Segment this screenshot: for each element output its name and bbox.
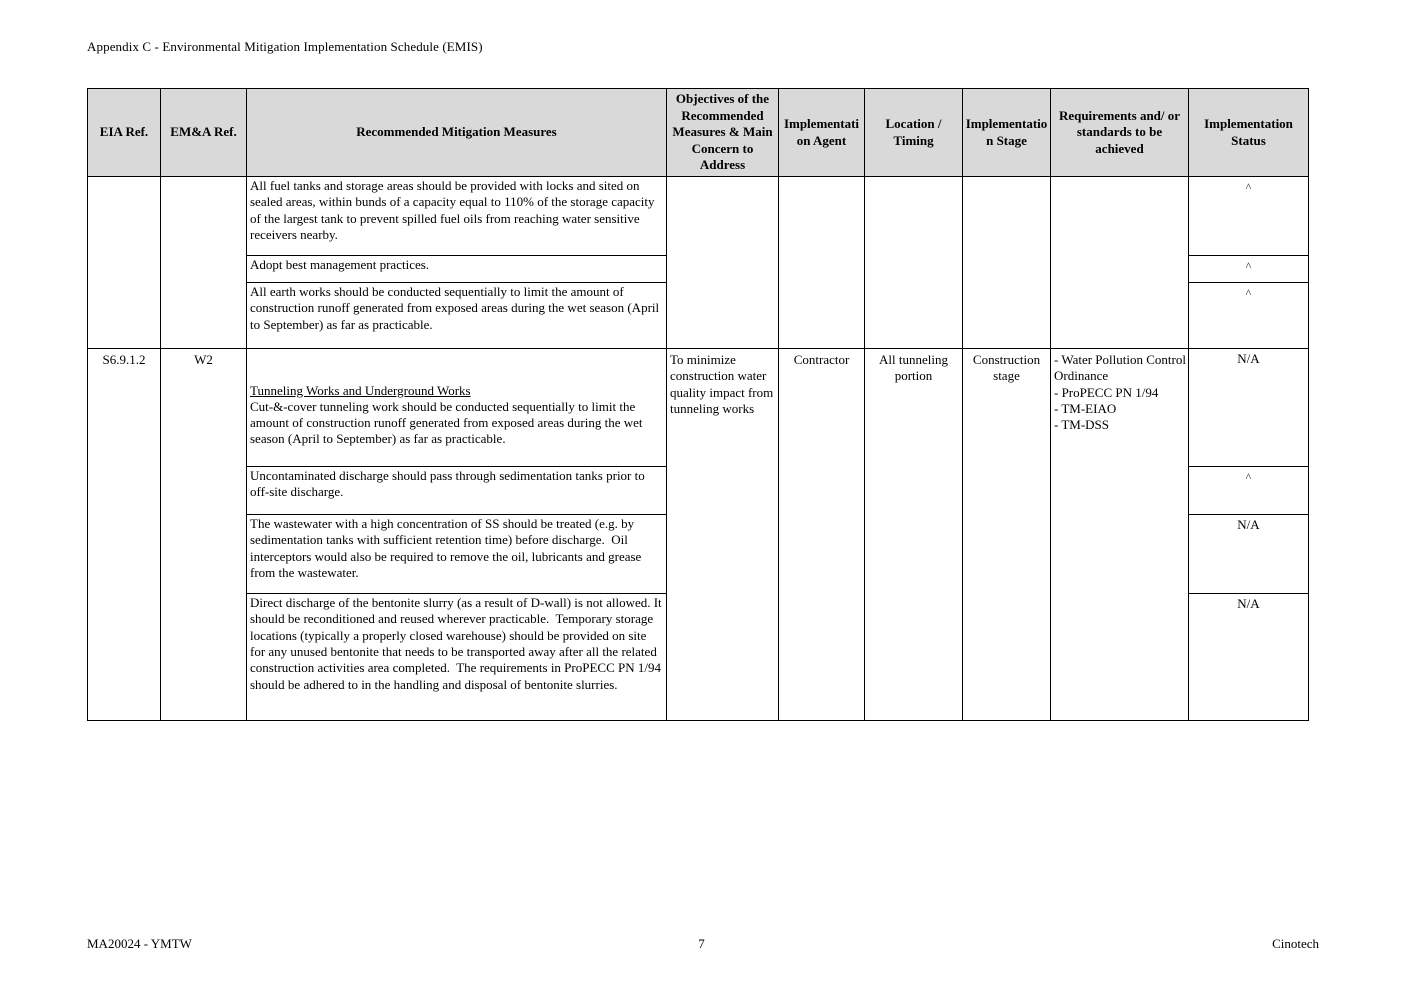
cell-eia-ref [88,177,161,349]
cell-implementation-agent: Contractor [779,349,865,721]
cell-implementation-stage [963,177,1051,349]
emis-table [87,88,1309,721]
cell-status: N/A [1189,349,1309,467]
column-header-implementation-status: Implementation Status [1189,89,1309,177]
column-header-requirements: Requirements and/ or standards to be achieved [1051,89,1189,177]
cell-eia-ref: S6.9.1.2 [88,349,161,721]
requirement-item: - ProPECC PN 1/94 [1054,384,1159,400]
column-header-objectives: Objectives of the Recommended Measures & Main Concern to Address [667,89,779,177]
cell-status [1189,177,1309,256]
cell-status: N/A [1189,515,1309,594]
appendix-title: Appendix C - Environmental Mitigation Implementation Schedule (EMIS) [87,39,483,54]
requirement-item: - TM-DSS [1054,417,1110,433]
cell-measure: The wastewater with a high concentration of SS should be treated (e.g. by sedimentation tanks with sufficient retention time) before discharge. Oil interceptors would also be required to remove the oil, lubricants and grease from the wastewater. [247,515,667,594]
footer-project-ref: MA20024 - YMTW [87,936,192,951]
column-header-eia-ref: EIA Ref. [88,89,161,177]
cell-measure: All fuel tanks and storage areas should be provided with locks and sited on sealed areas, within bunds of a capacity equal to 110% of the storage capacity of the largest tank to prevent spilled fuel oils from reaching water sensitive receivers nearby. [247,177,667,256]
column-header-location-timing: Location / Timing [865,89,963,177]
cell-status [1189,467,1309,515]
cell-measure: Adopt best management practices. [247,256,667,283]
measure-text: Cut-&-cover tunneling work should be conducted sequentially to limit the amount of construction runoff generated from exposed areas during the wet season (April to September) as far as practicable. [250,398,646,447]
requirement-item: - Water Pollution Control Ordinance [1054,352,1186,384]
cell-objectives [667,177,779,349]
cell-ema-ref: W2 [161,349,247,721]
table-row [88,177,1309,256]
status-caret: ^ [1245,259,1252,273]
cell-status [1189,283,1309,349]
status-caret: ^ [1245,286,1252,300]
cell-location-timing: All tunneling portion [865,349,963,721]
table-header-row [88,89,1309,177]
column-header-implementation-agent: Implementation Agent [779,89,865,177]
cell-measure: Uncontaminated discharge should pass through sedimentation tanks prior to off-site discharge. [247,467,667,515]
status-caret: ^ [1245,470,1252,485]
cell-status [1189,256,1309,283]
cell-implementation-stage: Construction stage [963,349,1051,721]
column-header-mitigation-measures: Recommended Mitigation Measures [247,89,667,177]
cell-measure: All earth works should be conducted sequentially to limit the amount of construction runoff generated from exposed areas during the wet season (April to September) as far as practicable. [247,283,667,349]
footer-company: Cinotech [1272,936,1319,951]
cell-requirements [1051,177,1189,349]
cell-measure [247,349,667,467]
cell-location-timing [865,177,963,349]
requirement-item: - TM-EIAO [1054,400,1117,416]
footer-page-number: 7 [698,936,705,951]
cell-status: N/A [1189,594,1309,721]
cell-objectives: To minimize construction water quality impact from tunneling works [667,349,779,721]
measure-heading: Tunneling Works and Underground Works [250,382,471,398]
column-header-ema-ref: EM&A Ref. [161,89,247,177]
table-row [88,349,1309,467]
status-caret: ^ [1245,180,1252,194]
cell-ema-ref [161,177,247,349]
cell-requirements [1051,349,1189,721]
cell-implementation-agent [779,177,865,349]
cell-measure: Direct discharge of the bentonite slurry (as a result of D-wall) is not allowed. It should be reconditioned and reused wherever practicable. Temporary storage locations (typically a properly closed warehouse) should be provided on site for any unused bentonite that needs to be transported away after all the related construction activities area completed. The requirements in ProPECC PN 1/94 should be adhered to in the handling and disposal of bentonite slurries. [247,594,667,721]
column-header-implementation-stage: Implementation Stage [963,89,1051,177]
